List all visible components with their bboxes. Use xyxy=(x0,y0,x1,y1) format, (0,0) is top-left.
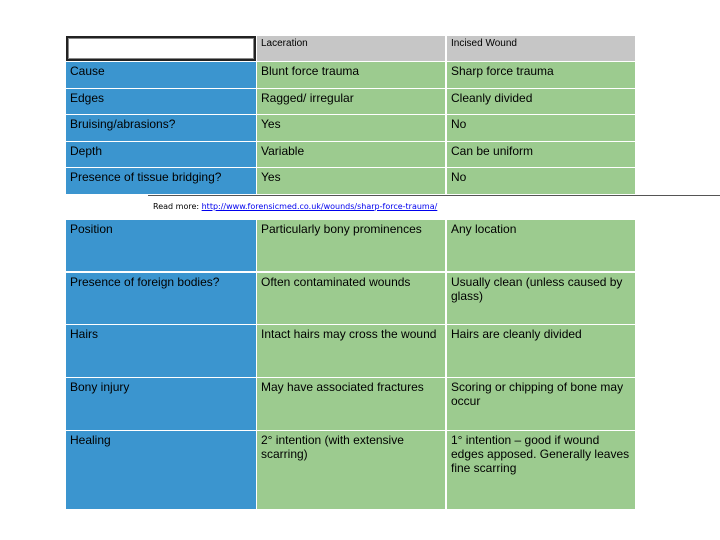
row-label-bruising: Bruising/abrasions? xyxy=(66,115,256,141)
row-bruising-laceration: Yes xyxy=(257,115,445,141)
row-position-incised: Any location xyxy=(447,220,635,271)
row-healing-incised: 1° intention – good if wound edges apposed. Generally leaves fine scarring xyxy=(447,431,635,509)
row-tissue-bridging-incised: No xyxy=(447,168,635,194)
row-label-bony-injury: Bony injury xyxy=(66,378,256,430)
row-edges-laceration: Ragged/ irregular xyxy=(257,89,445,114)
header-blank-cell xyxy=(66,36,256,61)
row-label-foreign-bodies: Presence of foreign bodies? xyxy=(66,273,256,324)
header-incised-wound: Incised Wound xyxy=(447,36,635,61)
row-foreign-bodies-laceration: Often contaminated wounds xyxy=(257,273,445,324)
row-cause-incised: Sharp force trauma xyxy=(447,62,635,88)
row-hairs-laceration: Intact hairs may cross the wound xyxy=(257,325,445,377)
row-depth-laceration: Variable xyxy=(257,142,445,167)
source-divider-line xyxy=(148,195,720,196)
row-bony-injury-incised: Scoring or chipping of bone may occur xyxy=(447,378,635,430)
source-note xyxy=(153,202,437,212)
row-depth-incised: Can be uniform xyxy=(447,142,635,167)
row-label-hairs: Hairs xyxy=(66,325,256,377)
row-label-edges: Edges xyxy=(66,89,256,114)
row-label-position: Position xyxy=(66,220,256,271)
row-tissue-bridging-laceration: Yes xyxy=(257,168,445,194)
source-prefix: Read more: xyxy=(153,202,202,211)
row-label-healing: Healing xyxy=(66,431,256,509)
row-cause-laceration: Blunt force trauma xyxy=(257,62,445,88)
row-bony-injury-laceration: May have associated fractures xyxy=(257,378,445,430)
row-label-depth: Depth xyxy=(66,142,256,167)
row-hairs-incised: Hairs are cleanly divided xyxy=(447,325,635,377)
row-label-cause: Cause xyxy=(66,62,256,88)
row-healing-laceration: 2° intention (with extensive scarring) xyxy=(257,431,445,509)
row-bruising-incised: No xyxy=(447,115,635,141)
row-label-tissue-bridging: Presence of tissue bridging? xyxy=(66,168,256,194)
header-laceration: Laceration xyxy=(257,36,445,61)
row-foreign-bodies-incised: Usually clean (unless caused by glass) xyxy=(447,273,635,324)
source-link[interactable]: http://www.forensicmed.co.uk/wounds/sharp-force-trauma/ xyxy=(201,202,438,211)
row-edges-incised: Cleanly divided xyxy=(447,89,635,114)
row-position-laceration: Particularly bony prominences xyxy=(257,220,445,271)
